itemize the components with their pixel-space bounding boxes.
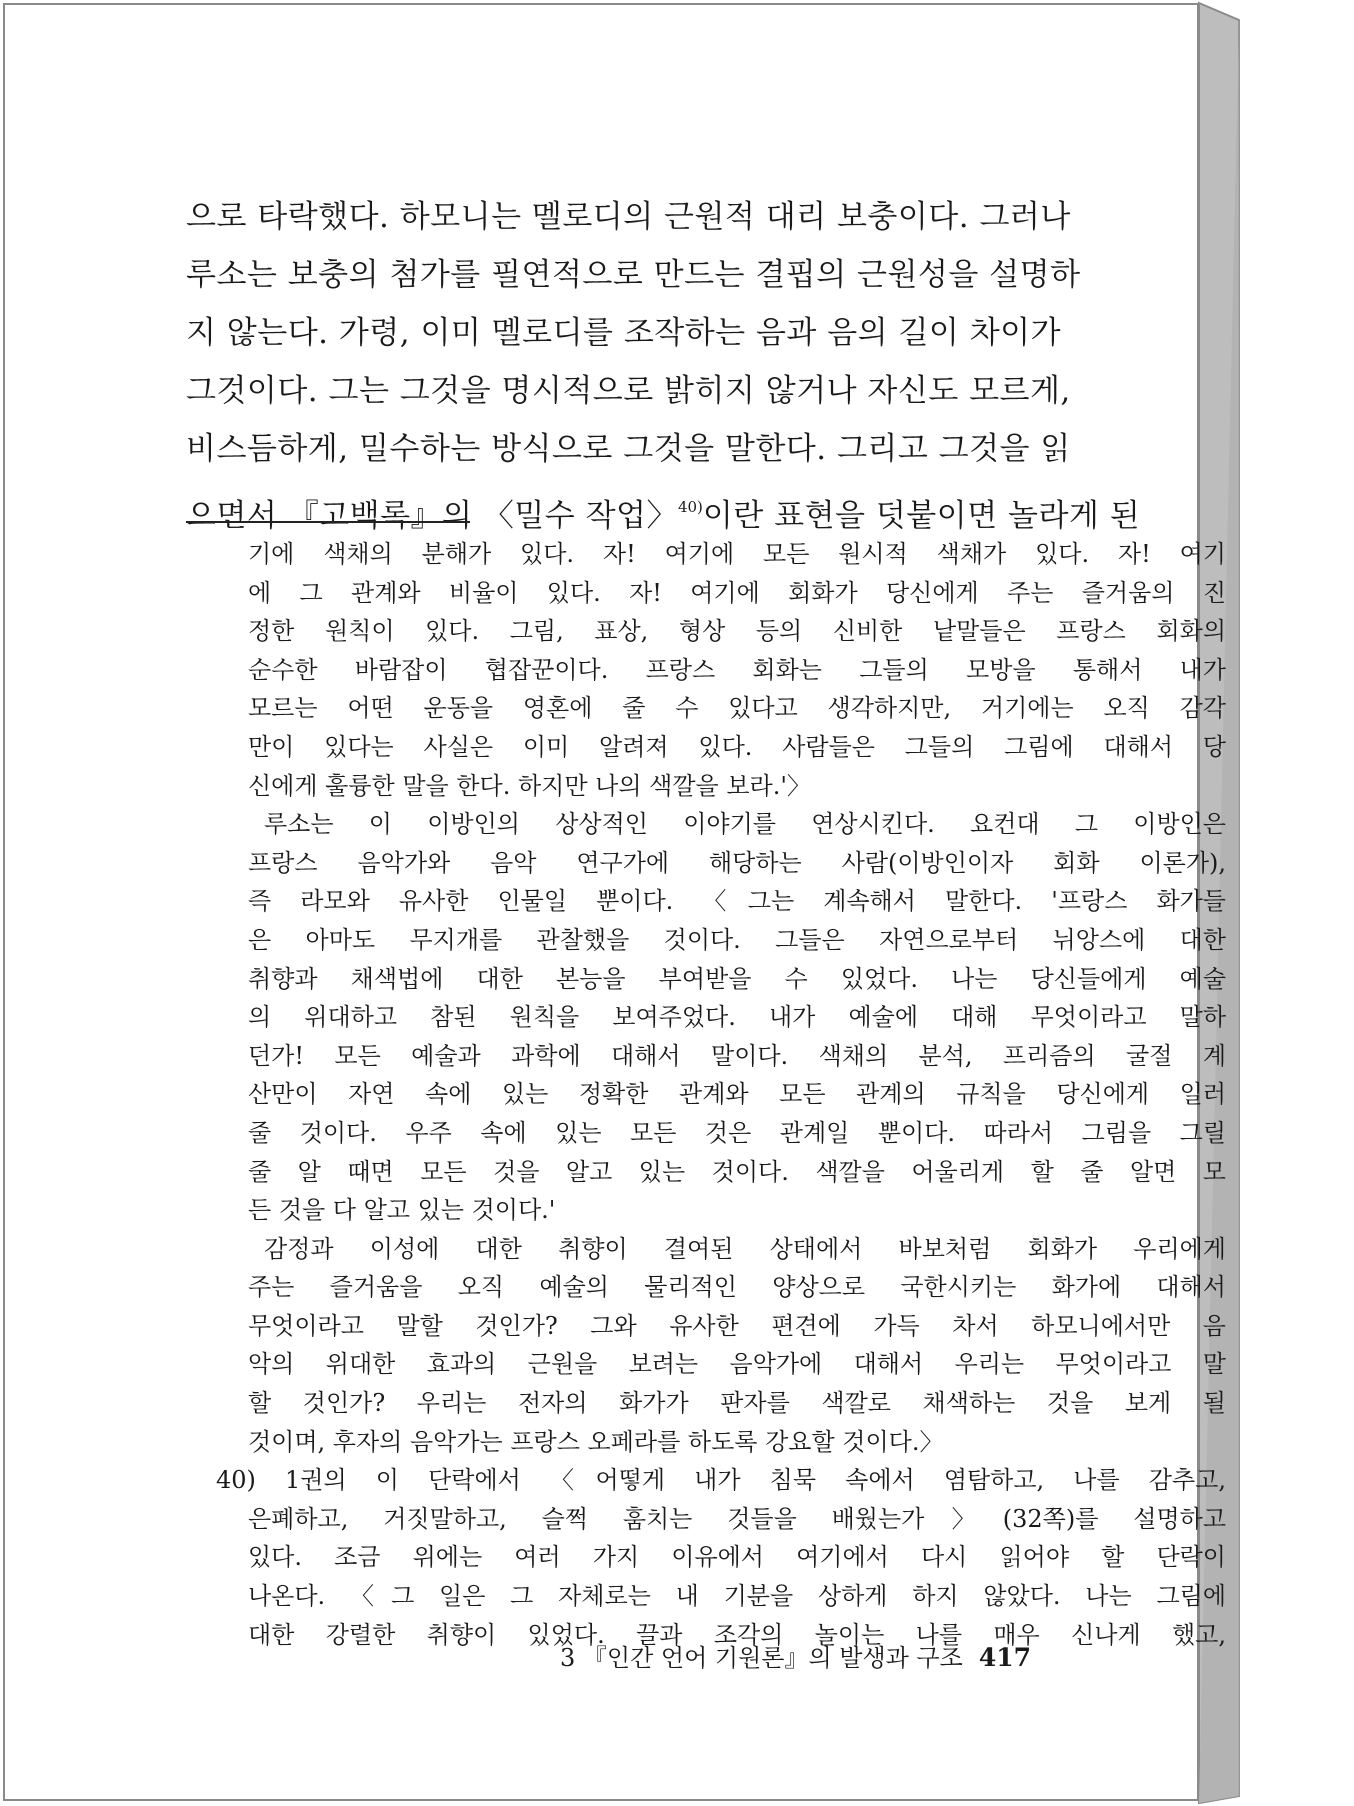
footnote-line: 무엇이라고 말할 것인가? 그와 유사한 편견에 가득 차서 하모니에서만 음 <box>248 1311 1226 1340</box>
footnote-line: 만이 있다는 사실은 이미 알려져 있다. 사람들은 그들의 그림에 대해서 당 <box>248 732 1226 761</box>
footnote-line: 산만이 자연 속에 있는 정확한 관계와 모든 관계의 규칙을 당신에게 일러 <box>248 1080 1226 1109</box>
footnote-line: 모르는 어떤 운동을 영혼에 줄 수 있다고 생각하지만, 거기에는 오직 감각 <box>248 694 1226 723</box>
main-text-line-last <box>186 478 1141 536</box>
footnote-line: 나온다. 〈그 일은 그 자체로는 내 기분을 상하게 하지 않았다. 나는 그림에 <box>248 1582 1226 1611</box>
footnote-line: 기에 색채의 분해가 있다. 자! 여기에 모든 원시적 색채가 있다. 자! 여기 <box>248 540 1226 568</box>
footnote-line: 의 위대하고 참된 원칙을 보여주었다. 내가 예술에 대해 무엇이라고 말하 <box>248 1003 1226 1032</box>
footnote-line: 취향과 채색법에 대한 본능을 부여받을 수 있었다. 나는 당신들에게 예술 <box>248 964 1226 993</box>
footnote-line: 할 것인가? 우리는 전자의 화가가 판자를 색깔로 채색하는 것을 보게 될 <box>248 1389 1226 1418</box>
main-text-line: 으로 타락했다. 하모니는 멜로디의 근원적 대리 보충이다. 그러나 <box>186 199 1071 235</box>
footnotes-block <box>186 535 1226 1654</box>
footnote-line: 신에게 훌륭한 말을 한다. 하지만 나의 색깔을 보라.'〉 <box>248 771 811 800</box>
footnote-line: 은 아마도 무지개를 관찰했을 것이다. 그들은 자연으로부터 뉘앙스에 대한 <box>248 925 1226 954</box>
main-text-line: 그것이다. 그는 그것을 명시적으로 밝히지 않거나 자신도 모르게, <box>186 373 1071 409</box>
footnote-line: 있다. 조금 위에는 여러 가지 이유에서 여기에서 다시 읽어야 할 단락이 <box>248 1543 1226 1572</box>
main-paragraph <box>186 188 1141 536</box>
main-text-line: 지 않는다. 가령, 이미 멜로디를 조작하는 음과 음의 길이 차이가 <box>186 315 1062 351</box>
footnote-line: 순수한 바람잡이 협잡꾼이다. 프랑스 회화는 그들의 모방을 통해서 내가 <box>248 655 1226 684</box>
main-text-segment: 이란 표현을 덧붙이면 놀라게 된 <box>702 498 1141 534</box>
footnote-line: 에 그 관계와 비율이 있다. 자! 여기에 회화가 당신에게 주는 즐거움의 진 <box>248 578 1226 607</box>
footnote-line: 것이며, 후자의 음악가는 프랑스 오페라를 하도록 강요할 것이다.〉 <box>248 1427 944 1456</box>
footnote-line: 대한 강렬한 취향이 있었다. 끌과 조각의 놀이는 나를 매우 신나게 했고, <box>248 1620 1226 1649</box>
footnote-line: 든 것을 다 알고 있는 것이다.' <box>248 1196 556 1225</box>
main-text-segment: 으면서 『고백록』의 〈밀수 작업〉 <box>186 498 678 534</box>
footnote-40: 40) 1권의 이 단락에서 〈어떻게 내가 침묵 속에서 염탐하고, 나를 감추고, <box>216 1466 1226 1495</box>
footnote-divider <box>186 521 470 523</box>
footnote-line: 악의 위대한 효과의 근원을 보려는 음악가에 대해서 우리는 무엇이라고 말 <box>248 1350 1226 1379</box>
chapter-title: 3 『인간 언어 기원론』의 발생과 구조 <box>560 1644 963 1672</box>
footnote-line: 줄 알 때면 모든 것을 알고 있는 것이다. 색깔을 어울리게 할 줄 알면 모 <box>248 1157 1226 1186</box>
footnote-line: 감정과 이성에 대한 취향이 결여된 상태에서 바보처럼 회화가 우리에게 <box>264 1234 1226 1263</box>
footnote-line: 프랑스 음악가와 음악 연구가에 해당하는 사람(이방인이자 회화 이론가), <box>248 848 1226 877</box>
footnote-line: 줄 것이다. 우주 속에 있는 모든 것은 관계일 뿐이다. 따라서 그림을 그릴 <box>248 1118 1226 1147</box>
footnote-line: 루소는 이 이방인의 상상적인 이야기를 연상시킨다. 요컨대 그 이방인은 <box>264 810 1226 839</box>
footnote-line: 주는 즐거움을 오직 예술의 물리적인 양상으로 국한시키는 화가에 대해서 <box>248 1273 1226 1302</box>
main-text-line: 비스듬하게, 밀수하는 방식으로 그것을 말한다. 그리고 그것을 읽 <box>186 431 1071 467</box>
footnote-line: 즉 라모와 유사한 인물일 뿐이다. 〈그는 계속해서 말한다. '프랑스 화가들 <box>248 887 1226 916</box>
footnote-line: 은폐하고, 거짓말하고, 슬쩍 훔치는 것들을 배웠는가〉(32쪽)를 설명하고 <box>248 1504 1226 1533</box>
footnote-line: 던가! 모든 예술과 과학에 대해서 말이다. 색채의 분석, 프리즘의 굴절 계 <box>248 1041 1226 1070</box>
main-text-line: 루소는 보충의 첨가를 필연적으로 만드는 결핍의 근원성을 설명하 <box>186 257 1081 293</box>
running-footer <box>560 1638 1031 1673</box>
page-number: 417 <box>978 1643 1031 1672</box>
footnote-line: 정한 원칙이 있다. 그림, 표상, 형상 등의 신비한 낱말들은 프랑스 회화의 <box>248 617 1226 646</box>
footnote-reference: 40) <box>677 498 703 516</box>
